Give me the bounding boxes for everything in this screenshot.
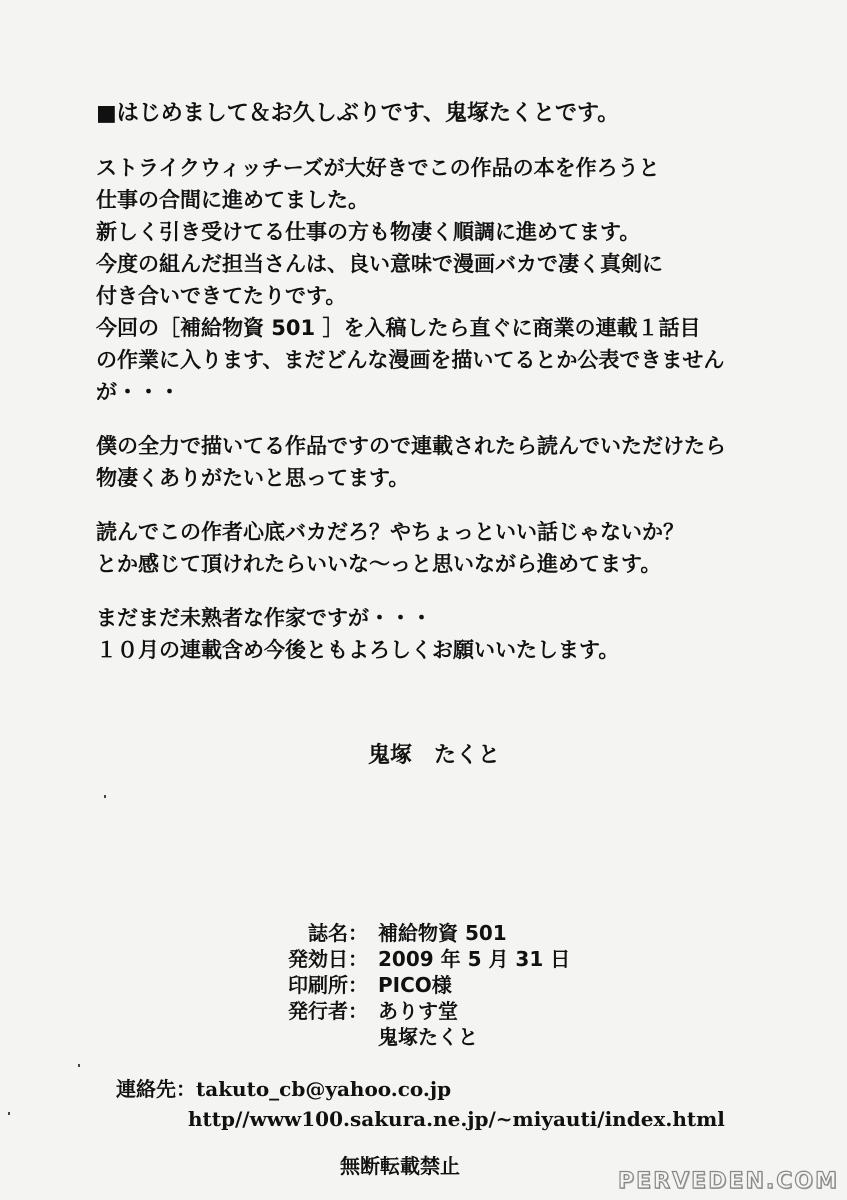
- text-line: １０月の連載含め今後ともよろしくお願いいたします。: [96, 638, 620, 662]
- no-reprint-notice: 無断転載禁止: [340, 1154, 460, 1178]
- colophon-value: ありす堂: [378, 999, 458, 1023]
- afterword-body: [96, 152, 816, 688]
- contact-email: takuto_cb@yahoo.co.jp: [196, 1077, 452, 1101]
- text-line: 物凄くありがたいと思ってます。: [96, 466, 410, 490]
- colophon-label: [268, 1024, 378, 1050]
- colophon-label: 発行者：: [288, 999, 368, 1023]
- text-line: 僕の全力で描いてる作品ですので連載されたら読んでいただけたら: [96, 434, 726, 458]
- paragraph-3: [96, 516, 816, 580]
- colophon-label: 発効日：: [288, 947, 368, 971]
- colophon-row-title: [268, 920, 570, 946]
- colophon-value: 補給物資 501: [378, 921, 507, 945]
- colophon-row-printer: [268, 972, 570, 998]
- text-line: 仕事の合間に進めてました。: [96, 188, 369, 212]
- scan-speck: [78, 1064, 80, 1067]
- colophon-value: PICO様: [378, 973, 452, 997]
- colophon: [268, 920, 570, 1050]
- afterword-heading: ■はじめまして＆お久しぶりです、鬼塚たくとです。: [96, 101, 620, 126]
- colophon-row-publisher-2: [268, 1024, 570, 1050]
- text-line: が・・・: [96, 380, 180, 404]
- text-line: まだまだ未熟者な作家ですが・・・: [96, 606, 432, 630]
- text-line: 読んでこの作者心底バカだろ？やちょっといい話じゃないか？: [96, 520, 684, 544]
- text-line: 付き合いできてたりです。: [96, 284, 347, 308]
- scan-speck: [8, 1112, 10, 1115]
- colophon-row-date: [268, 946, 570, 972]
- colophon-value: 鬼塚たくと: [378, 1025, 478, 1049]
- text-line: の作業に入ります、まだどんな漫画を描いてるとか公表できません: [96, 348, 725, 372]
- site-watermark: PERVEDEN.COM: [618, 1169, 839, 1194]
- contact-email-row: [116, 1074, 725, 1104]
- contact-url: http//www100.sakura.ne.jp/~miyauti/index.html: [188, 1107, 725, 1131]
- text-line: 新しく引き受けてる仕事の方も物凄く順調に進めてます。: [96, 220, 641, 244]
- colophon-label: 誌名：: [308, 921, 368, 945]
- colophon-row-publisher: [268, 998, 570, 1024]
- text-line: とか感じて頂けれたらいいな〜っと思いながら進めてます。: [96, 552, 662, 576]
- scan-speck: [104, 795, 106, 798]
- contact-label: 連絡先：: [116, 1077, 196, 1101]
- paragraph-2: [96, 430, 816, 494]
- text-line: ストライクウィッチーズが大好きでこの作品の本を作ろうと: [96, 156, 660, 180]
- colophon-value: 2009 年 5 月 31 日: [378, 947, 571, 971]
- paragraph-1: [96, 152, 816, 408]
- author-signature: 鬼塚 たくと: [368, 743, 501, 768]
- paragraph-4: [96, 602, 816, 666]
- text-line: 今度の組んだ担当さんは、良い意味で漫画バカで凄く真剣に: [96, 252, 663, 276]
- contact-block: [116, 1074, 725, 1134]
- text-line: 今回の［補給物資 501 ］を入稿したら直ぐに商業の連載１話目: [96, 316, 701, 340]
- colophon-label: 印刷所：: [288, 973, 368, 997]
